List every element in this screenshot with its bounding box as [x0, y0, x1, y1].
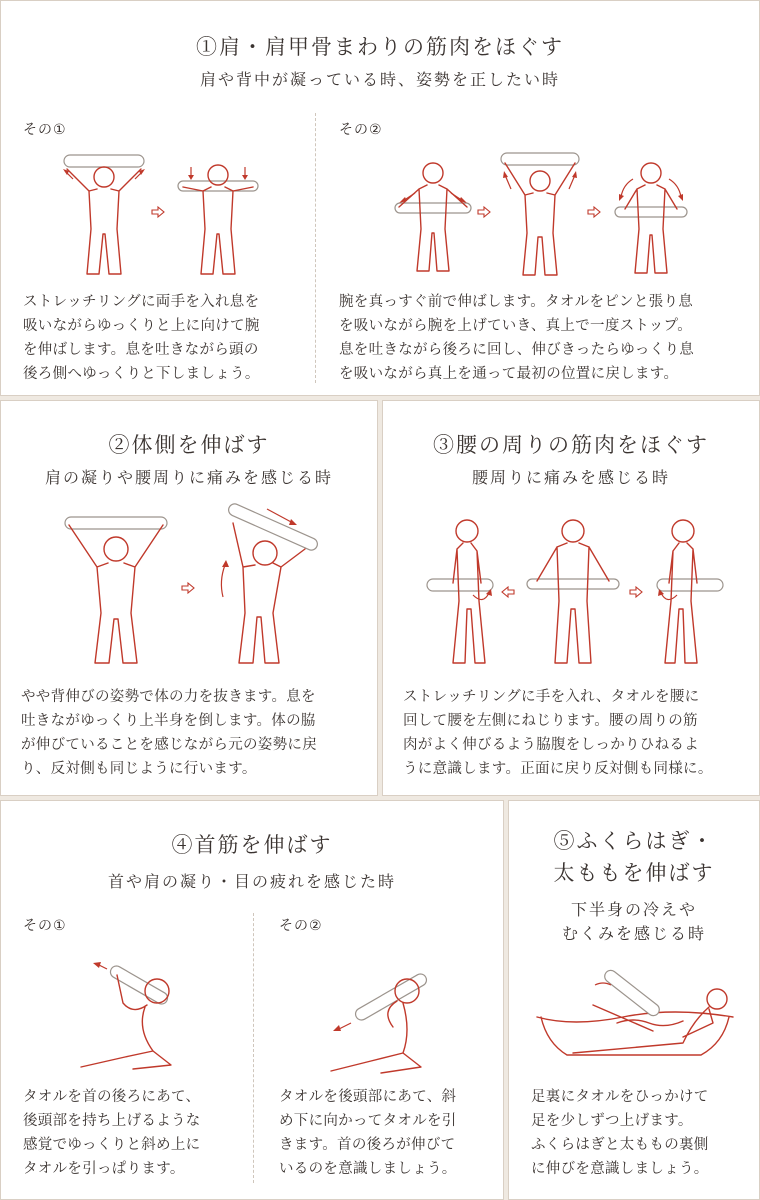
section-title: ④首筋を伸ばす	[171, 833, 333, 857]
stretch-figure-side-front	[61, 513, 171, 669]
step-label-2: その②	[279, 918, 323, 934]
stretch-figure-arms-forward	[393, 159, 473, 279]
section-description: 足裏にタオルをひっかけて 足を少しずつ上げます。 ふくらはぎと太ももの裏側 に伸びを意識しましょう。	[531, 1089, 709, 1177]
section-subtitle: 肩や背中が凝っている時、姿勢を正したい時	[199, 70, 560, 89]
column-divider	[253, 913, 254, 1183]
stretch-figure-arms-circle	[611, 157, 691, 279]
move-arrow-icon	[629, 587, 643, 597]
stretch-figure-side-bend	[209, 505, 319, 669]
step-label-1: その①	[23, 918, 67, 934]
move-arrow-icon	[181, 583, 195, 593]
column-divider	[315, 113, 316, 383]
move-arrow-left-icon	[501, 587, 515, 597]
section-title-line-2: 太ももを伸ばす	[553, 861, 715, 885]
section-waist-panel	[382, 400, 760, 796]
section-subtitle: 腰周りに痛みを感じる時	[471, 468, 670, 487]
section-subtitle-line-1: 下半身の冷えや	[570, 900, 697, 919]
stretch-figure-neck-down	[321, 961, 441, 1077]
move-arrow-icon	[477, 207, 491, 217]
step-description-1: タオルを首の後ろにあて、 後頭部を持ち上げるような 感覚でゆっくりと斜め上に タオルを引っぱります。	[23, 1089, 201, 1177]
section-neck-panel	[0, 800, 504, 1200]
step-label-1: その①	[23, 122, 67, 138]
step-description-1: ストレッチリングに両手を入れ息を 吸いながらゆっくりと上に向けて腕 を伸ばします。息を吐きながら頭の 後ろ側へゆっくりと下しましょう。	[23, 294, 260, 382]
section-title-line-1: ⑤ふくらはぎ・	[553, 829, 715, 853]
stretch-figure-arms-raised	[497, 147, 583, 279]
section-title: ②体側を伸ばす	[108, 433, 270, 457]
section-subtitle: 肩の凝りや腰周りに痛みを感じる時	[44, 468, 333, 487]
move-arrow-icon	[151, 207, 165, 217]
section-subtitle: 首や肩の凝り・目の疲れを感じた時	[107, 872, 396, 891]
stretch-figure-arms-behind	[173, 159, 263, 279]
section-subtitle-line-2: むくみを感じる時	[561, 924, 706, 943]
section-description: やや背伸びの姿勢で体の力を抜きます。息を 吐きながゆっくり上半身を倒します。体の脇 が伸びていることを感じながら元の姿勢に戻 り、反対側も同じように行います。	[21, 689, 317, 777]
stretch-figure-arms-up	[59, 149, 149, 279]
step-description-2: タオルを後頭部にあて、斜 め下に向かってタオルを引 きます。首の後ろが伸びて いるのを意識しましょう。	[279, 1089, 457, 1177]
section-description: ストレッチリングに手を入れ、タオルを腰に 回して腰を左側にねじります。腰の周りの筋 肉がよく伸びるよう脇腹をしっかりひねるよ うに意識します。正面に戻り反対側も同様に。	[403, 689, 713, 777]
stretch-figure-neck-up	[73, 957, 193, 1073]
step-label-2: その②	[339, 122, 383, 138]
section-side-stretch-panel	[0, 400, 378, 796]
stretch-figure-bath-leg-raise	[533, 981, 743, 1071]
section-title: ①肩・肩甲骨まわりの筋肉をほぐす	[196, 35, 564, 59]
stretch-figure-twist-left	[423, 517, 503, 669]
stretch-figure-twist-front	[523, 517, 623, 669]
section-title: ③腰の周りの筋肉をほぐす	[433, 433, 709, 457]
step-description-2: 腕を真っすぐ前で伸ばします。タオルをピンと張り息 を吸いながら腕を上げていき、真上で一度ストップ。 息を吐きながら後ろに回し、伸びきったらゆっくり息 を吸いながら真上を通って最初の位置に戻します。	[339, 294, 695, 382]
move-arrow-icon	[587, 207, 601, 217]
section-shoulder-panel	[0, 0, 760, 396]
stretch-figure-twist-right	[647, 517, 727, 669]
section-calf-panel	[508, 800, 760, 1200]
